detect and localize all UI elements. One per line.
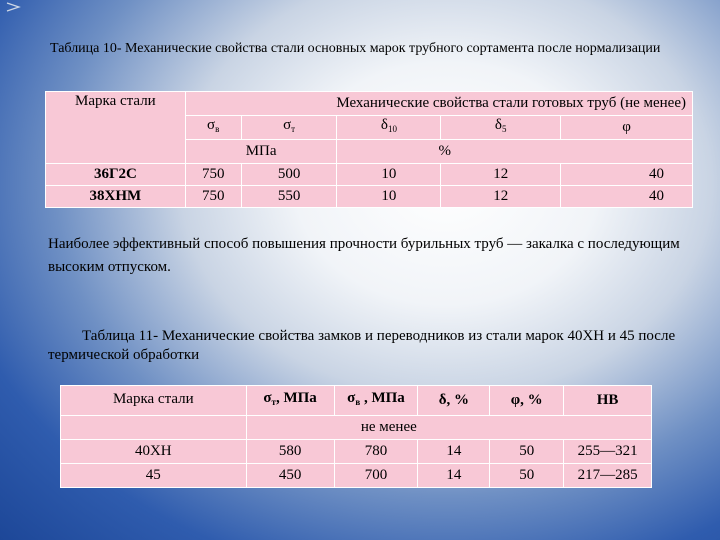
t1-symbol-delta-5: $\delta_5$ (441, 116, 561, 140)
t1-symbol-sigma-t: $\sigma_т$ (241, 116, 337, 140)
t2-cell: 450 (246, 464, 334, 488)
t2-grade-cell: 40ХН (61, 440, 247, 464)
t1-symbol-sigma-v: $\sigma_в$ (185, 116, 241, 140)
t1-cell: 750 (185, 186, 241, 208)
table10-caption: Таблица 10- Механические свойства стали основных марок трубного сортамента после нормализации (50, 41, 661, 56)
t2-header-hb: НВ (564, 386, 652, 416)
t1-cell: 40 (561, 164, 693, 186)
t1-cell: 750 (185, 164, 241, 186)
t1-grade-cell: 38ХНМ (46, 186, 186, 208)
t2-grade-cell: 45 (61, 464, 247, 488)
t2-cell: 217—285 (564, 464, 652, 488)
t1-cell: 550 (241, 186, 337, 208)
t2-cell: 14 (418, 464, 490, 488)
t2-cell: 50 (490, 464, 564, 488)
table-row (46, 164, 693, 186)
t2-not-less: не менее (246, 416, 651, 440)
table11-caption: Таблица 11- Механические свойства замков и переводников из стали марок 40ХН и 45 после термической обработки (48, 328, 676, 363)
t2-cell: 14 (418, 440, 490, 464)
t1-symbol-phi: φ (561, 116, 693, 140)
t2-empty-cell (61, 416, 247, 440)
t2-grade-header: Марка стали (61, 386, 247, 416)
table11 (60, 385, 652, 488)
t1-cell: 40 (561, 186, 693, 208)
corner-arrow-icon (6, 2, 24, 12)
t2-cell: 580 (246, 440, 334, 464)
t1-grade-cell: 36Г2С (46, 164, 186, 186)
t1-group-header: Механические свойства стали готовых труб (не менее) (185, 92, 692, 116)
t2-header-sigma-v: $\sigma_в$ , МПа (334, 386, 418, 416)
table-row (46, 186, 693, 208)
t2-cell: 700 (334, 464, 418, 488)
table-row (61, 440, 652, 464)
table-row (61, 464, 652, 488)
t2-header-phi: φ, % (490, 386, 564, 416)
t1-cell: 12 (441, 186, 561, 208)
t1-unit-percent: % (337, 140, 693, 164)
t2-cell: 50 (490, 440, 564, 464)
t1-cell: 10 (337, 164, 441, 186)
t1-grade-header: Марка стали (46, 92, 186, 164)
t1-cell: 12 (441, 164, 561, 186)
t2-cell: 780 (334, 440, 418, 464)
t1-unit-mpa: МПа (185, 140, 337, 164)
body-paragraph: Наиболее эффективный способ повышения прочности бурильных труб — закалка с последующим высоким отпуском. (48, 236, 680, 275)
t1-cell: 500 (241, 164, 337, 186)
table10 (45, 91, 693, 208)
t2-cell: 255—321 (564, 440, 652, 464)
t2-header-delta: δ, % (418, 386, 490, 416)
t1-symbol-delta-10: $\delta_{10}$ (337, 116, 441, 140)
t1-cell: 10 (337, 186, 441, 208)
t2-header-sigma-t: $\sigma_т$, МПа (246, 386, 334, 416)
